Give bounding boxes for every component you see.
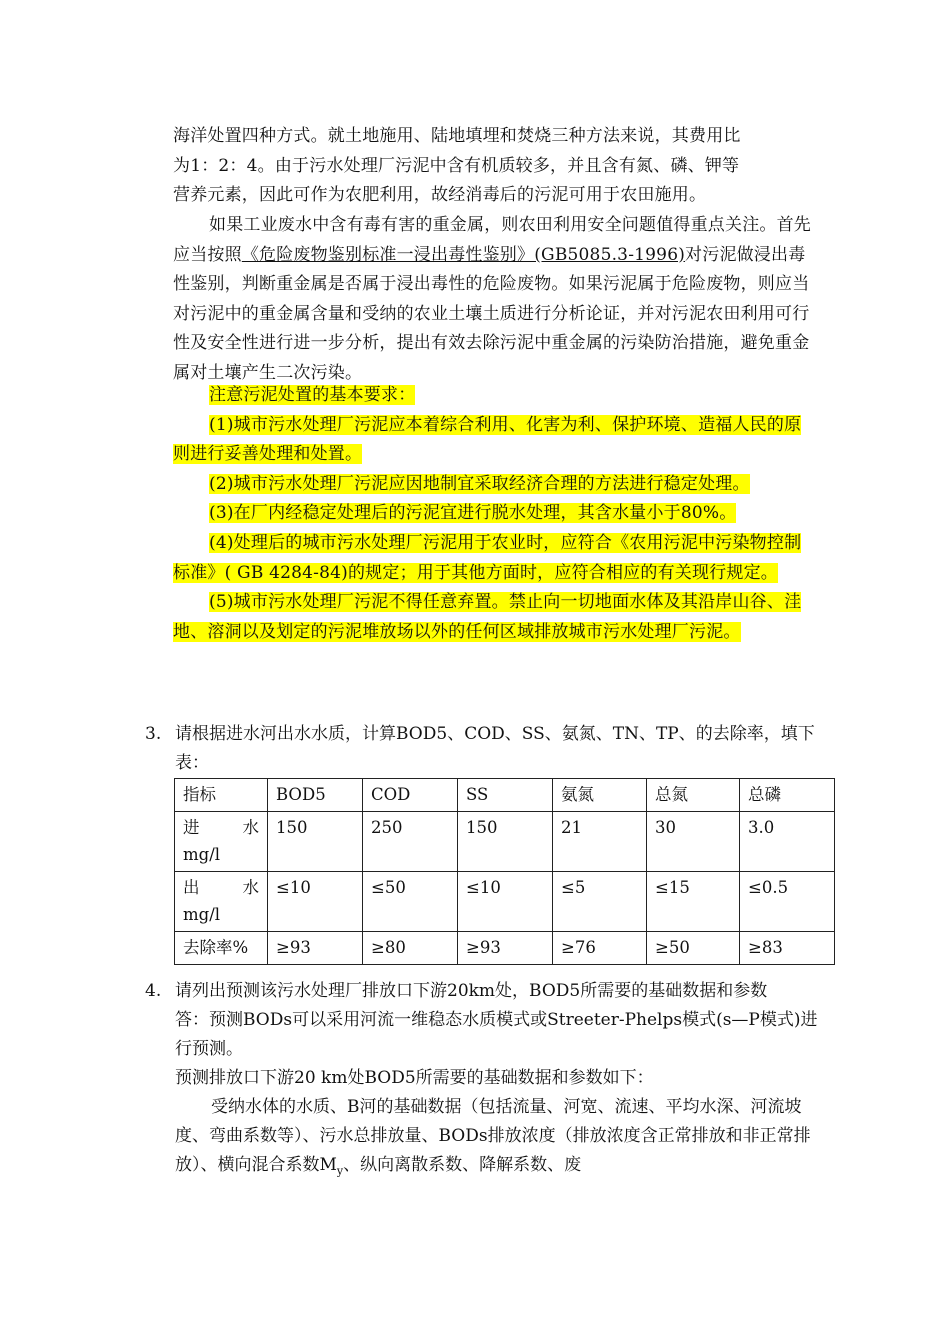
table-cell: ≤10 — [268, 872, 363, 932]
requirement-item-3: (3)在厂内经稳定处理后的污泥宜进行脱水处理，其含水量小于80%。 — [209, 503, 737, 524]
table-header-cell: COD — [363, 779, 458, 812]
standard-link[interactable]: 《危险废物鉴别标准一浸出毒性鉴别》(GB5085.3-1996) — [241, 244, 686, 265]
answer-line-2: 预测排放口下游20 km处BOD5所需要的基础数据和参数如下： — [175, 1068, 654, 1088]
table-header-cell: 总氮 — [647, 779, 740, 812]
table-cell: ≥93 — [268, 932, 363, 965]
table-cell: ≥80 — [363, 932, 458, 965]
requirement-item-2: (2)城市污水处理厂污泥应因地制宜采取经济合理的方法进行稳定处理。 — [209, 473, 750, 494]
question-3-number: 3. — [145, 724, 162, 744]
answer-line-1: 答：预测BODs可以采用河流一维稳态水质模式或Streeter-Phelps模式(s—P模式)进行预测。 — [175, 1010, 818, 1059]
answer-3-text: 受纳水体的水质、B河的基础数据（包括流量、河宽、流速、平均水深、河流坡度、弯曲系数等）、污水总排放量、BODs排放浓度（排放浓度含正常排放和非正常排放）、横向混合系数M — [175, 1097, 811, 1175]
question-4-number: 4. — [145, 981, 162, 1001]
heavy-metal-paragraph — [173, 211, 813, 389]
table-cell: 21 — [553, 812, 647, 872]
table-header-cell: BOD5 — [268, 779, 363, 812]
question-4-text: 请列出预测该污水处理厂排放口下游20km处，BOD5所需要的基础数据和参数 — [175, 981, 768, 1001]
requirements-heading: 注意污泥处置的基本要求： — [209, 385, 416, 405]
requirement-item-4: (4)处理后的城市污水处理厂污泥用于农业时，应符合《农用污泥中污染物控制标准》( GB 4284-84)的规定；用于其他方面时，应符合相应的有关现行规定。 — [173, 532, 802, 583]
table-cell: ≥83 — [740, 932, 835, 965]
table-cell: 3.0 — [740, 812, 835, 872]
table-cell: ≤10 — [458, 872, 553, 932]
table-cell: 30 — [647, 812, 740, 872]
answer-3-tail: 、纵向离散系数、降解系数、废 — [343, 1155, 582, 1175]
question-3 — [145, 720, 825, 778]
intro-line-1: 海洋处置四种方式。就土地施用、陆地填埋和焚烧三种方法来说，其费用比 — [173, 126, 741, 146]
table-header-cell: 氨氮 — [553, 779, 647, 812]
water-quality-table — [174, 778, 835, 965]
requirements-section — [173, 381, 813, 647]
question-3-text: 请根据进水河出水水质，计算BOD5、COD、SS、氨氮、TN、TP、的去除率，填下表： — [175, 724, 815, 773]
table-cell: ≤5 — [553, 872, 647, 932]
para2-pre: 如果工业废水中含有毒有害的重金属，则农田利用安全问题值得重点关注。首先应当按照 — [173, 215, 811, 265]
intro-paragraph — [173, 122, 813, 211]
subscript-y: y — [336, 1164, 344, 1178]
para2-post: 对污泥做浸出毒性鉴别，判断重金属是否属于浸出毒性的危险废物。如果污泥属于危险废物，则应当对污泥中的重金属含量和受纳的农业土壤土质进行分析论证，并对污泥农田利用可行性及安全性进行进一步分析，提出有效去除污泥中重金属的污染防治措施，避免重金属对土壤产生二次污染。 — [173, 244, 810, 383]
row-label-unit: mg/l — [183, 845, 221, 864]
table-row — [175, 812, 835, 872]
table-header-cell: 指标 — [175, 779, 268, 812]
table-cell: ≤50 — [363, 872, 458, 932]
row-label-part: 出 — [183, 878, 200, 897]
question-4 — [145, 977, 825, 1185]
intro-line-3: 营养元素，因此可作为农肥利用，故经消毒后的污泥可用于农田施用。 — [173, 185, 707, 206]
table-cell: ≤15 — [647, 872, 740, 932]
answer-line-3 — [175, 1093, 825, 1185]
table-cell: ≥50 — [647, 932, 740, 965]
row-label-part: 水 — [242, 818, 259, 837]
table-header-cell: SS — [458, 779, 553, 812]
intro-line-2: 为1：2：4。由于污水处理厂污泥中含有机质较多，并且含有氮、磷、钾等 — [173, 155, 740, 176]
table-cell: 250 — [363, 812, 458, 872]
table-row — [175, 872, 835, 932]
row-label-part: 水 — [242, 878, 259, 897]
table-cell: ≥76 — [553, 932, 647, 965]
table-cell: ≥93 — [458, 932, 553, 965]
row-label-removal: 去除率% — [175, 932, 268, 965]
row-label-influent — [175, 812, 268, 872]
requirement-item-5: (5)城市污水处理厂污泥不得任意弃置。禁止向一切地面水体及其沿岸山谷、洼地、溶洞以及划定的污泥堆放场以外的任何区域排放城市污水处理厂污泥。 — [173, 592, 802, 642]
table-cell: 150 — [268, 812, 363, 872]
table-header-cell: 总磷 — [740, 779, 835, 812]
row-label-part: 进 — [183, 818, 200, 837]
table-header-row — [175, 779, 835, 812]
requirement-item-1: (1)城市污水处理厂污泥应本着综合利用、化害为利、保护环境、造福人民的原则进行妥善处理和处置。 — [173, 414, 802, 465]
table-cell: 150 — [458, 812, 553, 872]
table-cell: ≤0.5 — [740, 872, 835, 932]
row-label-effluent — [175, 872, 268, 932]
table-row — [175, 932, 835, 965]
row-label-unit: mg/l — [183, 905, 221, 924]
